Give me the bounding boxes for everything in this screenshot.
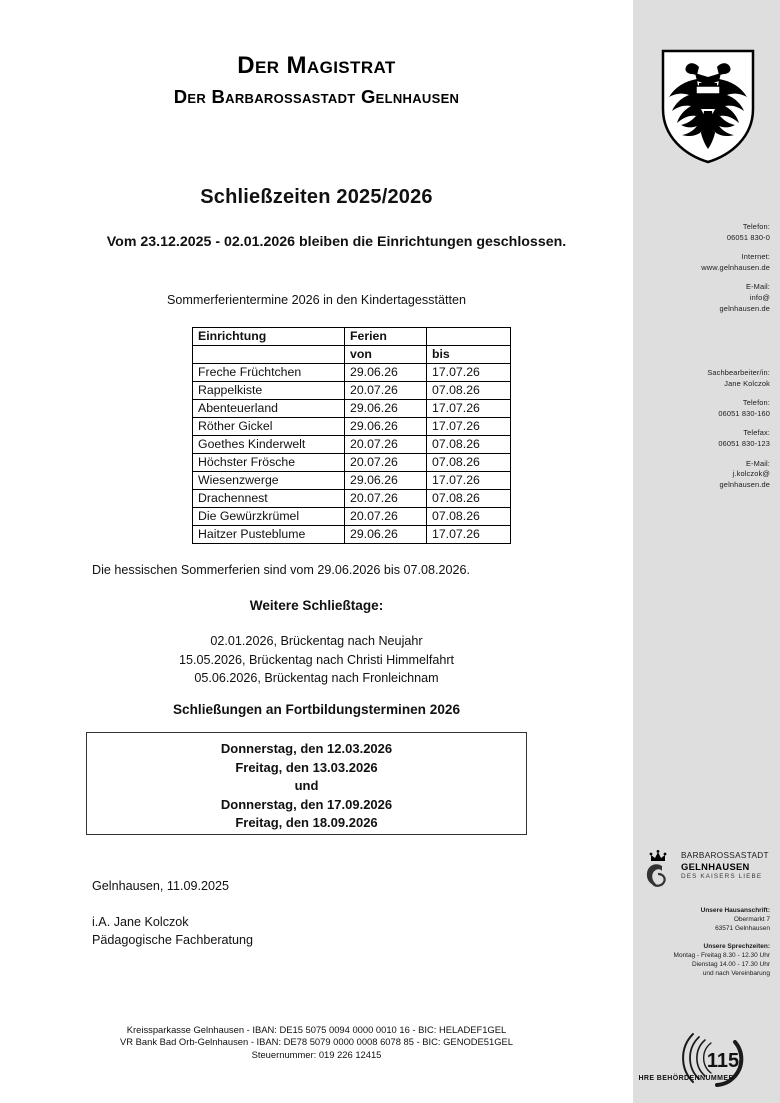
training-closures-heading: Schließungen an Fortbildungsterminen 2026	[172, 702, 461, 717]
table-header-row-main	[193, 328, 511, 346]
email-label: E-Mail:	[745, 282, 770, 292]
bridge-day-item: 02.01.2026, Brückentag nach Neujahr	[210, 634, 423, 648]
caseworker-value: Jane Kolczok	[724, 378, 770, 388]
logo-115-number: 115	[706, 1050, 740, 1072]
cell-bis: 07.08.26	[427, 454, 511, 472]
training-date-item: Freitag, den 13.03.2026	[235, 759, 378, 775]
bank-line-2: VR Bank Bad Orb-Gelnhausen - IBAN: DE78 5079 0000 0008 6078 85 - BIC: GENODE51GEL	[120, 1036, 513, 1048]
tax-number: Steuernummer: 019 226 12415	[251, 1048, 382, 1060]
cell-bis: 17.07.26	[427, 364, 511, 382]
cell-einrichtung: Abenteuerland	[193, 400, 345, 418]
cell-von: 29.06.26	[345, 364, 427, 382]
cell-einrichtung: Wiesenzwerge	[193, 472, 345, 490]
column-header-ferien: Ferien	[345, 328, 427, 346]
brand-line-1: BARBAROSSASTADT	[681, 851, 769, 860]
cell-von: 29.06.26	[345, 526, 427, 544]
cell-bis: 17.07.26	[427, 526, 511, 544]
column-header-empty	[427, 328, 511, 346]
contact-internet-group	[639, 252, 770, 273]
contact-phone-group	[639, 222, 770, 243]
cell-bis: 07.08.26	[427, 436, 511, 454]
column-subheader-bis: bis	[427, 346, 511, 364]
cell-bis: 07.08.26	[427, 508, 511, 526]
table-header-row-sub	[193, 346, 511, 364]
cell-bis: 17.07.26	[427, 472, 511, 490]
letterhead	[0, 52, 633, 109]
brand-line-3: DES KAISERS LIEBE	[681, 873, 763, 880]
caseworker-group	[639, 368, 770, 389]
city-brand-logo	[643, 848, 773, 890]
email-value-line-2[interactable]: gelnhausen.de	[719, 303, 770, 313]
hours-line-1: Montag - Freitag 8.30 - 12.30 Uhr	[673, 951, 770, 959]
city-coat-of-arms-icon	[655, 45, 761, 165]
service-number-115-logo	[639, 1016, 773, 1092]
cell-von: 20.07.26	[345, 454, 427, 472]
column-header-einrichtung: Einrichtung	[193, 328, 345, 346]
postal-address-group	[637, 906, 770, 934]
column-subheader-von: von	[345, 346, 427, 364]
bank-details-footer	[0, 1024, 633, 1061]
cell-einrichtung: Röther Gickel	[193, 418, 345, 436]
table-row	[193, 472, 511, 490]
caseworker-fax-value: 06051 830-123	[718, 438, 770, 448]
signature-block	[92, 913, 253, 949]
training-date-item: Freitag, den 18.09.2026	[235, 815, 378, 831]
caseworker-email-line-2[interactable]: gelnhausen.de	[719, 479, 770, 489]
cell-bis: 17.07.26	[427, 418, 511, 436]
training-date-item: Donnerstag, den 12.03.2026	[220, 741, 393, 756]
internet-value[interactable]: www.gelnhausen.de	[701, 262, 770, 272]
bridge-days-list	[0, 632, 633, 688]
column-subheader-empty	[193, 346, 345, 364]
cell-von: 20.07.26	[345, 436, 427, 454]
caseworker-email-label: E-Mail:	[745, 458, 770, 468]
logo-115-caption: IHRE BEHÖRDENNUMMER	[639, 1075, 734, 1082]
table-body	[193, 364, 511, 544]
caseworker-fax-label: Telefax:	[743, 428, 770, 438]
brand-line-2: GELNHAUSEN	[681, 861, 750, 872]
table-row	[193, 454, 511, 472]
cell-einrichtung: Drachennest	[193, 490, 345, 508]
cell-von: 29.06.26	[345, 472, 427, 490]
opening-hours-group	[637, 942, 770, 979]
bank-line-1: Kreissparkasse Gelnhausen - IBAN: DE15 5075 0094 0000 0010 16 - BIC: HELADEF1GEL	[126, 1024, 507, 1035]
address-street: Obermarkt 7	[733, 916, 770, 924]
caseworker-fax-group	[639, 428, 770, 449]
table-row	[193, 526, 511, 544]
cell-von: 20.07.26	[345, 490, 427, 508]
kindergarten-holiday-table	[192, 327, 511, 544]
closure-period-note: Vom 23.12.2025 - 02.01.2026 bleiben die Einrichtungen geschlossen.	[106, 234, 567, 250]
hours-line-2: Dienstag 14.00 - 17.30 Uhr	[691, 961, 770, 969]
sidebar-contact-caseworker	[639, 368, 770, 499]
internet-label: Internet:	[741, 252, 770, 262]
bridge-day-item: 05.06.2026, Brückentag nach Fronleichnam	[194, 671, 439, 685]
cell-einrichtung: Goethes Kinderwelt	[193, 436, 345, 454]
cell-bis: 17.07.26	[427, 400, 511, 418]
training-dates-box	[86, 732, 527, 835]
table-row	[193, 436, 511, 454]
caseworker-email-group	[639, 459, 770, 491]
cell-einrichtung: Die Gewürzkrümel	[193, 508, 345, 526]
address-city: 63571 Gelnhausen	[715, 925, 770, 933]
table-row	[193, 508, 511, 526]
hours-line-3: und nach Vereinbarung	[702, 970, 770, 978]
table-row	[193, 400, 511, 418]
cell-bis: 07.08.26	[427, 490, 511, 508]
letterhead-line-2: Der Barbarossastadt Gelnhausen	[173, 86, 460, 107]
caseworker-phone-label: Telefon:	[742, 398, 770, 408]
cell-einrichtung: Rappelkiste	[193, 382, 345, 400]
cell-einrichtung: Höchster Frösche	[193, 454, 345, 472]
city-brand-wordmark	[681, 851, 769, 881]
table-head	[193, 328, 511, 364]
summer-holidays-intro: Sommerferientermine 2026 in den Kindertagesstätten	[167, 293, 466, 307]
cell-von: 20.07.26	[345, 508, 427, 526]
crown-g-monogram-icon	[645, 850, 679, 888]
hessian-summer-holiday-note: Die hessischen Sommerferien sind vom 29.06.2026 bis 07.08.2026.	[92, 563, 471, 577]
table-row	[193, 490, 511, 508]
bridge-day-item: 15.05.2026, Brückentag nach Christi Himmelfahrt	[178, 652, 455, 667]
hours-label: Unsere Sprechzeiten:	[703, 942, 770, 950]
further-closures-heading: Weitere Schließtage:	[249, 598, 384, 613]
cell-von: 29.06.26	[345, 418, 427, 436]
table-row	[193, 364, 511, 382]
table-row	[193, 418, 511, 436]
sidebar-address-block	[637, 906, 770, 986]
caseworker-phone-group	[639, 398, 770, 419]
contact-email-group	[639, 282, 770, 314]
signature-name: i.A. Jane Kolczok	[92, 915, 189, 929]
sidebar-contact-main	[639, 222, 770, 323]
signature-role: Pädagogische Fachberatung	[92, 933, 254, 947]
caseworker-phone-value: 06051 830-160	[718, 408, 770, 418]
address-label: Unsere Hausanschrift:	[700, 907, 770, 914]
cell-bis: 07.08.26	[427, 382, 511, 400]
cell-von: 29.06.26	[345, 400, 427, 418]
page-title: Schließzeiten 2025/2026	[200, 186, 433, 208]
cell-einrichtung: Haitzer Pusteblume	[193, 526, 345, 544]
caseworker-label: Sachbearbeiter/in:	[707, 368, 770, 377]
email-value-line-1[interactable]: info@	[749, 292, 770, 302]
sidebar	[633, 0, 780, 1103]
place-and-date: Gelnhausen, 11.09.2025	[92, 879, 230, 893]
letterhead-line-1: Der Magistrat	[237, 52, 396, 79]
table-row	[193, 382, 511, 400]
phone-label: Telefon:	[742, 222, 770, 231]
training-date-item: Donnerstag, den 17.09.2026	[220, 796, 393, 812]
cell-von: 20.07.26	[345, 382, 427, 400]
cell-einrichtung: Freche Früchtchen	[193, 364, 345, 382]
training-date-item: und	[294, 778, 319, 794]
caseworker-email-line-1[interactable]: j.kolczok@	[732, 469, 770, 479]
phone-value: 06051 830-0	[726, 232, 770, 242]
